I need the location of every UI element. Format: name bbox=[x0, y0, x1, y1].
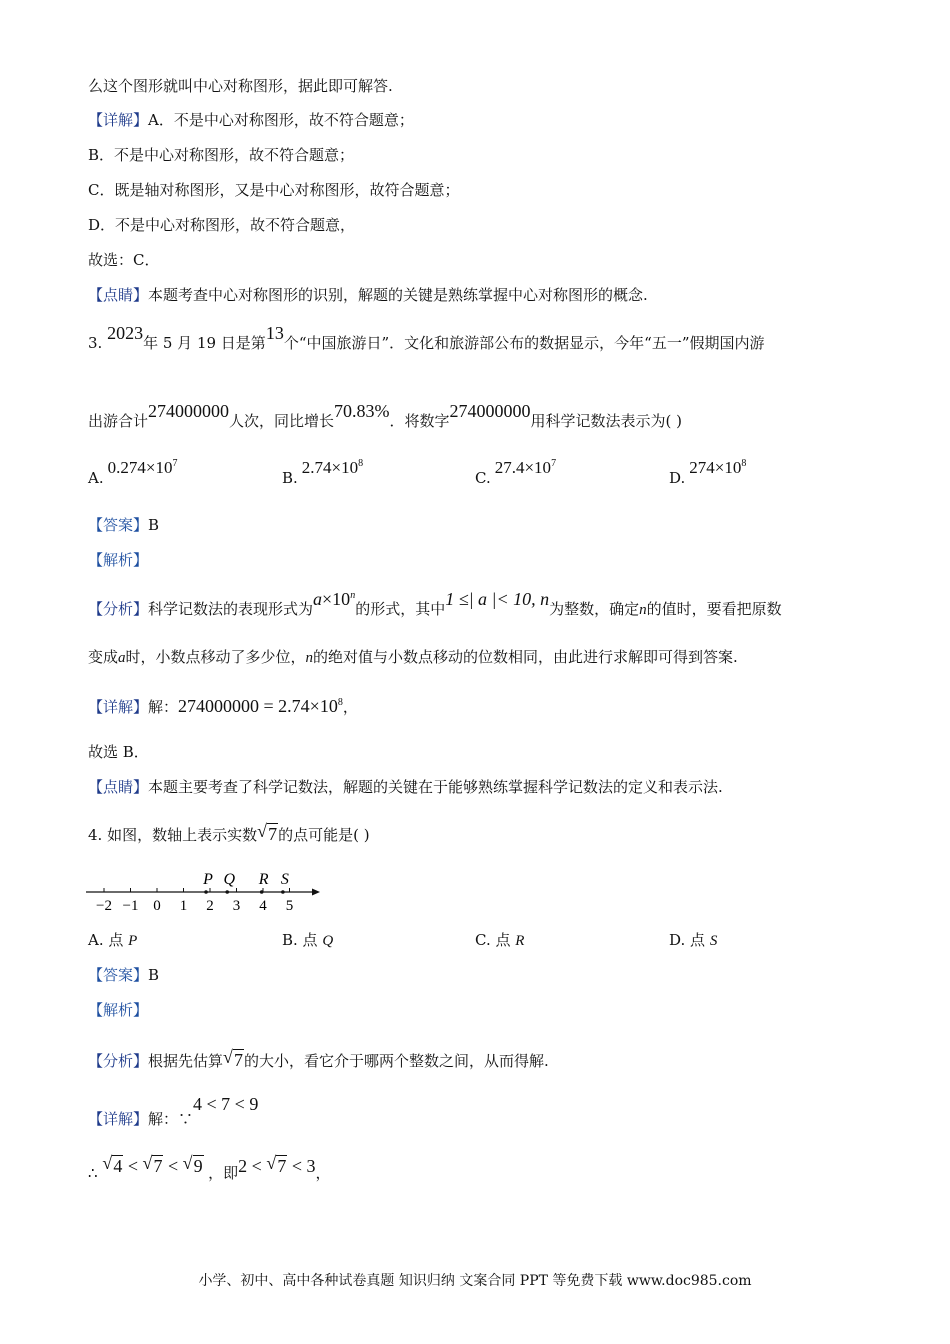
option-point: P bbox=[128, 933, 138, 949]
radicand: 9 bbox=[193, 1156, 203, 1176]
option-label: C. 点 bbox=[475, 931, 511, 949]
q3-stem-line2 bbox=[88, 401, 683, 431]
sqrt-7: √ 7 bbox=[142, 1153, 163, 1176]
q3-choose: 故选 B． bbox=[88, 743, 149, 761]
ineq-left: 2 < bbox=[238, 1156, 267, 1176]
xj-equation: 274000000 = 2.74×10 bbox=[178, 696, 338, 716]
radicand: 7 bbox=[234, 1050, 244, 1070]
radicand: 7 bbox=[277, 1156, 287, 1176]
q4-detail-line bbox=[88, 1094, 259, 1129]
xj-inequality: 4 < 7 < 9 bbox=[193, 1094, 259, 1114]
tick-label: 3 bbox=[232, 898, 241, 914]
option-exponent: 8 bbox=[358, 458, 364, 469]
tick-label: −2 bbox=[96, 898, 112, 914]
q3-answer-line bbox=[88, 515, 159, 535]
q4-therefore-line bbox=[88, 1153, 331, 1183]
q4-option-b[interactable] bbox=[282, 930, 333, 951]
fx-text: 的大小，看它介于哪两个整数之间，从而得解. bbox=[244, 1052, 549, 1070]
axis-points bbox=[202, 871, 289, 894]
q4-stem bbox=[88, 821, 370, 845]
radicand: 4 bbox=[113, 1156, 123, 1176]
point-label-q: Q bbox=[223, 871, 236, 888]
point-label-r: R bbox=[258, 871, 269, 888]
axis-arrow bbox=[312, 889, 320, 896]
therefore-symbol: ∴ bbox=[88, 1164, 98, 1182]
tick-label: −1 bbox=[122, 898, 139, 914]
q3-t3: 出游合计 bbox=[88, 412, 149, 430]
tick-label: 5 bbox=[285, 898, 294, 914]
axis-point-r bbox=[260, 890, 264, 894]
fx-var-a: a bbox=[313, 589, 323, 609]
xj-text: 解： bbox=[148, 698, 179, 716]
q3-rate: 70.83% bbox=[334, 401, 390, 421]
option-label: A. bbox=[88, 469, 104, 487]
fx-n: n bbox=[639, 602, 647, 618]
detail-tag: 【详解】 bbox=[88, 111, 149, 129]
sqrt-4: √ 4 bbox=[102, 1153, 123, 1176]
sqrt-7: √ 7 bbox=[257, 821, 278, 844]
tick-label: 0 bbox=[153, 898, 161, 914]
fx-text: 的形式，其中 bbox=[355, 600, 446, 618]
q4-answer-line bbox=[88, 965, 159, 985]
fx-exp-n: n bbox=[350, 590, 356, 601]
q3-num: 274000000 bbox=[449, 401, 531, 421]
fx-text: 根据先估算 bbox=[148, 1052, 224, 1070]
q3-t6: 用科学记数法表示为( ) bbox=[530, 412, 683, 430]
axis-point-q bbox=[225, 890, 229, 894]
q4-number: 4. bbox=[88, 826, 103, 844]
option-point: S bbox=[709, 933, 718, 949]
option-mantissa: 2.74×10 bbox=[301, 458, 359, 477]
q2-choose: 故选：C． bbox=[88, 251, 160, 269]
q3-comment-line bbox=[88, 777, 723, 797]
q3-year: 2023 bbox=[107, 323, 144, 343]
q2-detail-line bbox=[88, 110, 414, 130]
option-exponent: 8 bbox=[741, 458, 747, 469]
sqrt-7: √ 7 bbox=[266, 1153, 287, 1176]
fx-text: 的值时，要看把原数 bbox=[646, 600, 782, 618]
answer-tag: 【答案】 bbox=[88, 966, 149, 984]
fx-text: 变成 bbox=[88, 648, 119, 666]
number-line bbox=[84, 864, 344, 914]
axis-point-s bbox=[281, 890, 285, 894]
point-label-s: S bbox=[280, 871, 289, 888]
option-label: B. 点 bbox=[282, 931, 318, 949]
xj-text: ， bbox=[315, 1164, 331, 1182]
fenxi-tag: 【分析】 bbox=[88, 600, 149, 618]
fx-text: 科学记数法的表现形式为 bbox=[148, 600, 314, 618]
q3-t4: 人次，同比增长 bbox=[229, 412, 335, 430]
q4-option-d[interactable] bbox=[669, 930, 717, 951]
q2-comment: 本题考查中心对称图形的识别，解题的关键是熟练掌握中心对称图形的概念. bbox=[148, 286, 648, 304]
fx-condition: 1 ≤| a |< 10, n bbox=[445, 589, 550, 609]
lt-sign: < bbox=[123, 1156, 143, 1176]
option-label: B. bbox=[282, 469, 298, 487]
option-label: A. 点 bbox=[88, 931, 124, 949]
detail-c: C．既是轴对称图形，又是中心对称图形，故符合题意； bbox=[88, 181, 460, 199]
answer-tag: 【答案】 bbox=[88, 516, 149, 534]
tick-label: 4 bbox=[259, 898, 267, 914]
detail-b: B．不是中心对称图形，故不符合题意； bbox=[88, 146, 355, 164]
radicand: 7 bbox=[153, 1156, 163, 1176]
fenxi-tag: 【分析】 bbox=[88, 1052, 149, 1070]
q4-option-c[interactable] bbox=[475, 930, 524, 951]
q3-t1: 年 5 月 19 日是第 bbox=[143, 334, 266, 352]
detail-d: D．不是中心对称图形，故不符合题意， bbox=[88, 216, 356, 234]
fx-text: 为整数，确定 bbox=[549, 600, 640, 618]
xj-text: ， bbox=[342, 698, 358, 716]
xj-exponent: 8 bbox=[337, 697, 343, 708]
q3-stem-line1 bbox=[88, 323, 765, 353]
q4-analysis-tag bbox=[88, 1000, 148, 1020]
q3-answer: B bbox=[148, 516, 160, 534]
detail-tag: 【详解】 bbox=[88, 1110, 149, 1128]
q3-people: 274000000 bbox=[148, 401, 230, 421]
analysis-tag: 【解析】 bbox=[88, 551, 149, 569]
sqrt-7: √ 7 bbox=[223, 1047, 244, 1070]
q3-fenxi-line1 bbox=[88, 589, 782, 620]
q2-line1: 么这个图形就叫中心对称图形，据此即可解答. bbox=[88, 77, 393, 95]
tick-label: 1 bbox=[179, 898, 188, 914]
q3-detail-line bbox=[88, 696, 358, 717]
q4-option-a[interactable] bbox=[88, 930, 137, 951]
q3-t2: 个“中国旅游日”．文化和旅游部公布的数据显示，今年“五一”假期国内游 bbox=[283, 334, 765, 352]
q2-comment-line bbox=[88, 285, 648, 305]
analysis-tag: 【解析】 bbox=[88, 1001, 149, 1019]
lt-sign: < bbox=[163, 1156, 183, 1176]
fx-n: n bbox=[305, 650, 314, 666]
fx-a: a bbox=[118, 650, 126, 666]
option-label: D. bbox=[669, 469, 686, 487]
xj-text: 解：∵ bbox=[148, 1110, 194, 1128]
q3-number: 3. bbox=[88, 334, 103, 352]
q4-t2: 的点可能是( ) bbox=[278, 826, 370, 844]
option-exponent: 7 bbox=[172, 458, 178, 469]
q4-t1: 如图，数轴上表示实数 bbox=[107, 826, 258, 844]
detail-a: A．不是中心对称图形，故不符合题意； bbox=[148, 111, 414, 129]
option-label: D. 点 bbox=[669, 931, 706, 949]
option-label: C. bbox=[475, 469, 491, 487]
option-point: R bbox=[515, 933, 525, 949]
axis-point-p bbox=[204, 890, 208, 894]
option-mantissa: 27.4×10 bbox=[494, 458, 552, 477]
q3-fenxi-line2 bbox=[88, 647, 738, 668]
xj-text: ，即 bbox=[208, 1164, 239, 1182]
sqrt-9: √ 9 bbox=[182, 1153, 203, 1176]
radicand: 7 bbox=[268, 824, 278, 844]
q3-count: 13 bbox=[265, 323, 284, 343]
tick-label: 2 bbox=[206, 898, 214, 914]
option-mantissa: 274×10 bbox=[689, 458, 742, 477]
q3-comment: 本题主要考查了科学记数法，解题的关键在于能够熟练掌握科学记数法的定义和表示法. bbox=[148, 778, 723, 796]
option-mantissa: 0.274×10 bbox=[107, 458, 173, 477]
option-point: Q bbox=[322, 933, 334, 949]
point-label-p: P bbox=[203, 871, 213, 888]
q4-fenxi-line bbox=[88, 1047, 549, 1071]
q2-text-line bbox=[88, 76, 393, 96]
q3-analysis-tag bbox=[88, 550, 148, 570]
option-exponent: 7 bbox=[551, 458, 557, 469]
fx-text: 时，小数点移动了多少位， bbox=[125, 648, 306, 666]
fx-form: ×10 bbox=[322, 589, 351, 609]
detail-tag: 【详解】 bbox=[88, 698, 149, 716]
q4-answer: B bbox=[148, 966, 160, 984]
comment-tag: 【点睛】 bbox=[88, 286, 149, 304]
page-footer: 小学、初中、高中各种试卷真题 知识归纳 文案合同 PPT 等免费下载 www.doc985.com bbox=[198, 1273, 752, 1289]
fx-text: 的绝对值与小数点移动的位数相同，由此进行求解即可得到答案. bbox=[313, 648, 738, 666]
q3-t5: ．将数字 bbox=[389, 412, 450, 430]
comment-tag: 【点睛】 bbox=[88, 778, 149, 796]
ineq-right: < 3 bbox=[287, 1156, 316, 1176]
